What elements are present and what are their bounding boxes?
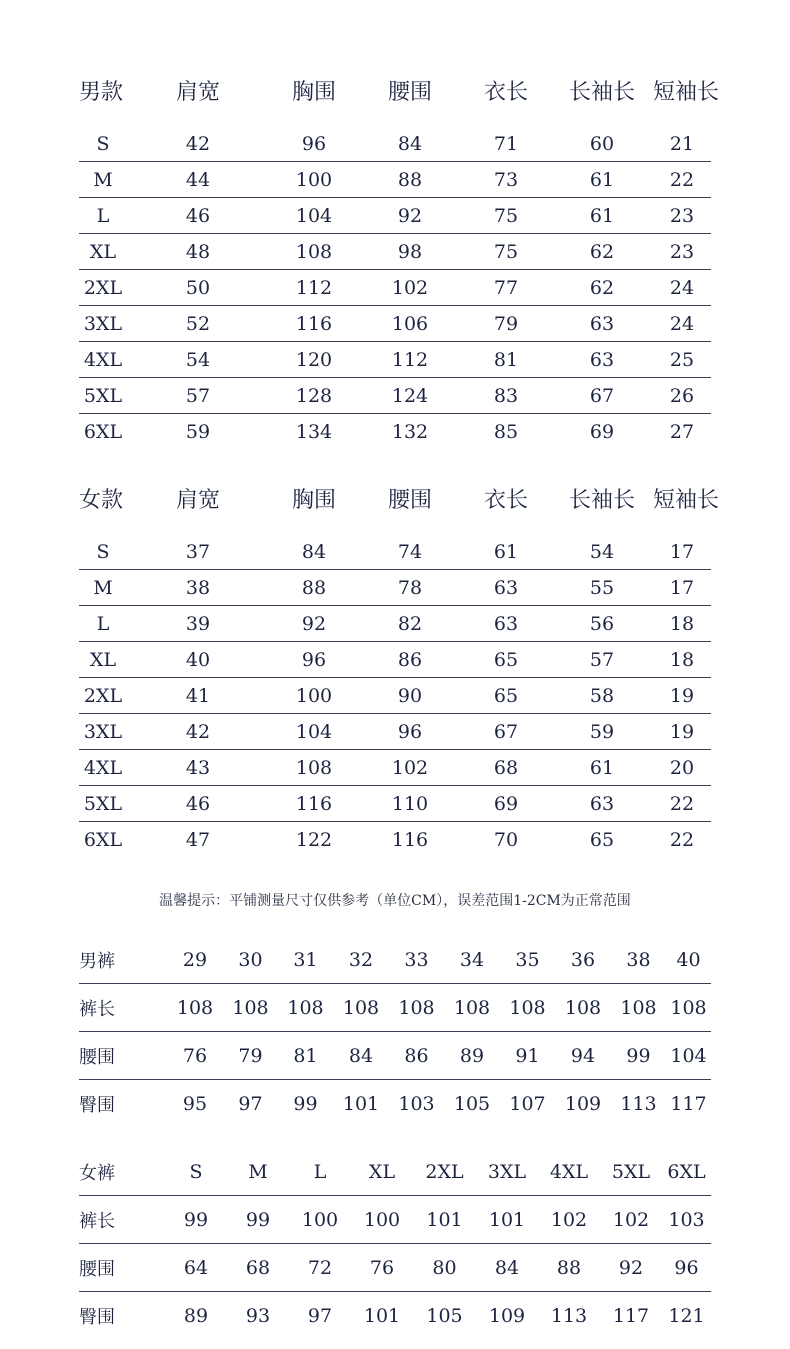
- table-row: [79, 1196, 711, 1244]
- value-cell: 100: [269, 162, 359, 198]
- value-cell: 78: [359, 570, 461, 606]
- row-label-cell: 2XL: [79, 678, 127, 714]
- value-cell: 80: [413, 1244, 476, 1292]
- value-cell: 89: [165, 1292, 227, 1340]
- value-cell: 102: [600, 1196, 662, 1244]
- table-spacer: [79, 522, 711, 534]
- value-cell: 65: [461, 678, 551, 714]
- value-cell: 102: [359, 750, 461, 786]
- value-cell: 90: [359, 678, 461, 714]
- header-cell: 腰围: [387, 79, 432, 105]
- value-cell: 73: [461, 162, 551, 198]
- header-cell: 短袖长: [653, 79, 720, 105]
- table-row: [79, 270, 711, 306]
- value-cell: 63: [551, 786, 653, 822]
- value-cell: 84: [301, 540, 327, 563]
- value-cell: 63: [461, 606, 551, 642]
- value-cell: 69: [551, 414, 653, 450]
- value-cell: 84: [476, 1244, 538, 1292]
- table-row: [79, 714, 711, 750]
- value-cell: 23: [653, 234, 711, 270]
- value-cell: 34: [459, 948, 485, 971]
- value-cell: 71: [493, 132, 519, 155]
- value-cell: 52: [127, 306, 269, 342]
- value-cell: 31: [293, 948, 318, 971]
- value-cell: 109: [476, 1292, 538, 1340]
- value-cell: 108: [333, 984, 389, 1032]
- row-label-cell: S: [96, 540, 110, 563]
- value-cell: 92: [269, 606, 359, 642]
- value-cell: 46: [127, 198, 269, 234]
- value-cell: 67: [551, 378, 653, 414]
- value-cell: 29: [182, 948, 208, 971]
- value-cell: 68: [227, 1244, 289, 1292]
- header-cell: 长袖长: [568, 79, 635, 105]
- value-cell: 108: [611, 984, 666, 1032]
- value-cell: 21: [669, 132, 695, 155]
- value-cell: 5XL: [611, 1160, 651, 1183]
- value-cell: 92: [600, 1244, 662, 1292]
- value-cell: 41: [127, 678, 269, 714]
- value-cell: 17: [653, 570, 711, 606]
- value-cell: 110: [359, 786, 461, 822]
- value-cell: 36: [570, 948, 596, 971]
- value-cell: 3XL: [487, 1160, 527, 1183]
- value-cell: 46: [127, 786, 269, 822]
- value-cell: 38: [127, 570, 269, 606]
- value-cell: 100: [269, 678, 359, 714]
- value-cell: 59: [551, 714, 653, 750]
- header-cell: 女款: [79, 487, 124, 513]
- value-cell: 93: [227, 1292, 289, 1340]
- value-cell: 97: [289, 1292, 351, 1340]
- value-cell: 117: [666, 1080, 711, 1128]
- value-cell: 42: [185, 132, 211, 155]
- value-cell: 84: [333, 1032, 389, 1080]
- row-label-cell: 2XL: [79, 270, 127, 306]
- value-cell: 43: [127, 750, 269, 786]
- table-row: [79, 378, 711, 414]
- value-cell: 102: [538, 1196, 600, 1244]
- header-cell: 腰围: [387, 487, 432, 513]
- value-cell: 30: [238, 948, 263, 971]
- value-cell: 108: [223, 984, 278, 1032]
- value-cell: 42: [127, 714, 269, 750]
- value-cell: 62: [551, 270, 653, 306]
- value-cell: 108: [389, 984, 444, 1032]
- table-row: [79, 162, 711, 198]
- value-cell: 57: [551, 642, 653, 678]
- header-cell: 胸围: [291, 487, 336, 513]
- row-label-cell: 女裤: [79, 1162, 115, 1184]
- value-cell: 32: [348, 948, 374, 971]
- women-pants-size-table: [79, 1148, 711, 1339]
- table-row: [79, 984, 711, 1032]
- value-cell: 23: [653, 198, 711, 234]
- table-row: [79, 750, 711, 786]
- value-cell: 94: [555, 1032, 611, 1080]
- table-row: [79, 822, 711, 858]
- value-cell: 132: [359, 414, 461, 450]
- row-label-cell: 男裤: [79, 950, 115, 972]
- header-cell: 衣长: [483, 79, 528, 105]
- value-cell: 88: [359, 162, 461, 198]
- men-top-size-table: [79, 66, 720, 449]
- value-cell: 116: [269, 306, 359, 342]
- value-cell: 22: [653, 786, 711, 822]
- table-header-row: [79, 474, 711, 522]
- table-row: [79, 342, 711, 378]
- row-label-cell: XL: [79, 234, 127, 270]
- row-label-cell: 腰围: [79, 1032, 167, 1080]
- table-header-row: [79, 66, 711, 114]
- value-cell: 108: [167, 984, 223, 1032]
- table-row: [79, 1148, 711, 1196]
- value-cell: 79: [223, 1032, 278, 1080]
- value-cell: 112: [269, 270, 359, 306]
- value-cell: 85: [461, 414, 551, 450]
- value-cell: 98: [359, 234, 461, 270]
- row-label-cell: 4XL: [79, 342, 127, 378]
- value-cell: 88: [538, 1244, 600, 1292]
- value-cell: 109: [555, 1080, 611, 1128]
- row-label-cell: 4XL: [79, 750, 127, 786]
- value-cell: 18: [653, 606, 711, 642]
- header-cell: 肩宽: [175, 79, 220, 105]
- value-cell: S: [189, 1160, 203, 1183]
- table-row: [79, 786, 711, 822]
- value-cell: 101: [351, 1292, 413, 1340]
- value-cell: 19: [653, 678, 711, 714]
- value-cell: 61: [551, 198, 653, 234]
- value-cell: 50: [127, 270, 269, 306]
- row-label-cell: 臀围: [79, 1080, 167, 1128]
- measurement-notice: 温馨提示：平铺测量尺寸仅供参考（单位CM），误差范围1-2CM为正常范围: [159, 893, 631, 909]
- value-cell: 35: [515, 948, 540, 971]
- value-cell: 74: [397, 540, 423, 563]
- value-cell: 104: [269, 198, 359, 234]
- value-cell: 38: [626, 948, 651, 971]
- value-cell: 61: [493, 540, 519, 563]
- header-cell: 男款: [79, 79, 124, 105]
- row-label-cell: 裤长: [79, 1196, 165, 1244]
- value-cell: 24: [653, 306, 711, 342]
- table-row: [79, 126, 711, 162]
- value-cell: 128: [269, 378, 359, 414]
- table-row: [79, 306, 711, 342]
- table-row: [79, 1080, 711, 1128]
- value-cell: 108: [269, 234, 359, 270]
- value-cell: 108: [269, 750, 359, 786]
- value-cell: 48: [127, 234, 269, 270]
- value-cell: 54: [127, 342, 269, 378]
- table-row: [79, 936, 711, 984]
- value-cell: 20: [653, 750, 711, 786]
- value-cell: 83: [461, 378, 551, 414]
- value-cell: 27: [653, 414, 711, 450]
- value-cell: 99: [165, 1196, 227, 1244]
- value-cell: 26: [653, 378, 711, 414]
- value-cell: 39: [127, 606, 269, 642]
- value-cell: M: [248, 1160, 268, 1183]
- value-cell: 101: [476, 1196, 538, 1244]
- value-cell: 107: [500, 1080, 555, 1128]
- value-cell: 104: [269, 714, 359, 750]
- table-row: [79, 642, 711, 678]
- value-cell: 82: [359, 606, 461, 642]
- value-cell: 101: [413, 1196, 476, 1244]
- value-cell: 25: [653, 342, 711, 378]
- value-cell: 63: [551, 342, 653, 378]
- value-cell: 96: [359, 714, 461, 750]
- value-cell: 101: [333, 1080, 389, 1128]
- value-cell: 108: [500, 984, 555, 1032]
- value-cell: 103: [662, 1196, 711, 1244]
- value-cell: 58: [551, 678, 653, 714]
- row-label-cell: 臀围: [79, 1292, 165, 1340]
- value-cell: 86: [359, 642, 461, 678]
- value-cell: 106: [359, 306, 461, 342]
- table-row: [79, 198, 711, 234]
- value-cell: 61: [551, 750, 653, 786]
- value-cell: 54: [589, 540, 615, 563]
- value-cell: 33: [404, 948, 429, 971]
- value-cell: 95: [167, 1080, 223, 1128]
- value-cell: 120: [269, 342, 359, 378]
- value-cell: 86: [389, 1032, 444, 1080]
- value-cell: 104: [666, 1032, 711, 1080]
- row-label-cell: 6XL: [79, 822, 127, 858]
- row-label-cell: 腰围: [79, 1244, 165, 1292]
- table-row: [79, 606, 711, 642]
- value-cell: 63: [551, 306, 653, 342]
- table-row: [79, 1292, 711, 1340]
- value-cell: 102: [359, 270, 461, 306]
- value-cell: 2XL: [425, 1160, 464, 1183]
- value-cell: 62: [551, 234, 653, 270]
- value-cell: 6XL: [667, 1160, 706, 1183]
- row-label-cell: S: [96, 132, 110, 155]
- value-cell: 88: [269, 570, 359, 606]
- value-cell: XL: [368, 1160, 396, 1183]
- row-label-cell: 5XL: [79, 378, 127, 414]
- value-cell: 99: [278, 1080, 333, 1128]
- value-cell: 57: [127, 378, 269, 414]
- value-cell: 63: [461, 570, 551, 606]
- value-cell: 75: [461, 198, 551, 234]
- table-row: [79, 1032, 711, 1080]
- value-cell: 89: [444, 1032, 500, 1080]
- value-cell: 105: [413, 1292, 476, 1340]
- value-cell: 99: [611, 1032, 666, 1080]
- row-label-cell: 6XL: [79, 414, 127, 450]
- value-cell: 61: [551, 162, 653, 198]
- value-cell: 72: [289, 1244, 351, 1292]
- value-cell: 108: [666, 984, 711, 1032]
- row-label-cell: 3XL: [79, 714, 127, 750]
- value-cell: 69: [461, 786, 551, 822]
- value-cell: 19: [653, 714, 711, 750]
- value-cell: 40: [127, 642, 269, 678]
- row-label-cell: L: [79, 198, 127, 234]
- row-label-cell: M: [79, 570, 127, 606]
- row-label-cell: L: [79, 606, 127, 642]
- table-row: [79, 570, 711, 606]
- value-cell: 116: [269, 786, 359, 822]
- value-cell: 76: [167, 1032, 223, 1080]
- value-cell: 76: [351, 1244, 413, 1292]
- value-cell: 47: [127, 822, 269, 858]
- header-cell: 短袖长: [653, 487, 720, 513]
- value-cell: 59: [127, 414, 269, 450]
- value-cell: 37: [185, 540, 211, 563]
- value-cell: 81: [278, 1032, 333, 1080]
- value-cell: 97: [223, 1080, 278, 1128]
- value-cell: 22: [653, 822, 711, 858]
- value-cell: 91: [500, 1032, 555, 1080]
- value-cell: 108: [555, 984, 611, 1032]
- value-cell: 18: [653, 642, 711, 678]
- value-cell: 113: [538, 1292, 600, 1340]
- row-label-cell: 5XL: [79, 786, 127, 822]
- value-cell: 92: [359, 198, 461, 234]
- value-cell: 65: [551, 822, 653, 858]
- value-cell: 134: [269, 414, 359, 450]
- value-cell: 84: [397, 132, 423, 155]
- value-cell: 24: [653, 270, 711, 306]
- women-top-size-table: [79, 474, 720, 857]
- header-cell: 衣长: [483, 487, 528, 513]
- value-cell: 96: [269, 642, 359, 678]
- row-label-cell: M: [79, 162, 127, 198]
- men-pants-size-table: [79, 936, 711, 1127]
- value-cell: 113: [611, 1080, 666, 1128]
- value-cell: 122: [269, 822, 359, 858]
- value-cell: 60: [589, 132, 615, 155]
- value-cell: 117: [600, 1292, 662, 1340]
- header-cell: 长袖长: [568, 487, 635, 513]
- row-label-cell: XL: [79, 642, 127, 678]
- value-cell: 55: [551, 570, 653, 606]
- value-cell: 40: [676, 948, 701, 971]
- value-cell: 100: [289, 1196, 351, 1244]
- value-cell: 112: [359, 342, 461, 378]
- table-row: [79, 234, 711, 270]
- value-cell: 67: [461, 714, 551, 750]
- table-spacer: [79, 114, 711, 126]
- value-cell: 103: [389, 1080, 444, 1128]
- value-cell: 79: [461, 306, 551, 342]
- value-cell: 77: [461, 270, 551, 306]
- value-cell: 17: [669, 540, 695, 563]
- table-row: [79, 1244, 711, 1292]
- value-cell: 96: [662, 1244, 711, 1292]
- value-cell: 105: [444, 1080, 500, 1128]
- value-cell: 4XL: [549, 1160, 589, 1183]
- value-cell: L: [313, 1160, 327, 1183]
- table-row: [79, 534, 711, 570]
- value-cell: 81: [461, 342, 551, 378]
- value-cell: 108: [444, 984, 500, 1032]
- value-cell: 96: [301, 132, 327, 155]
- header-cell: 肩宽: [175, 487, 220, 513]
- value-cell: 70: [461, 822, 551, 858]
- value-cell: 64: [165, 1244, 227, 1292]
- value-cell: 22: [653, 162, 711, 198]
- value-cell: 68: [461, 750, 551, 786]
- table-row: [79, 678, 711, 714]
- value-cell: 116: [359, 822, 461, 858]
- table-row: [79, 414, 711, 450]
- value-cell: 56: [551, 606, 653, 642]
- value-cell: 65: [461, 642, 551, 678]
- value-cell: 108: [278, 984, 333, 1032]
- row-label-cell: 3XL: [79, 306, 127, 342]
- value-cell: 44: [127, 162, 269, 198]
- value-cell: 121: [662, 1292, 711, 1340]
- value-cell: 75: [461, 234, 551, 270]
- header-cell: 胸围: [291, 79, 336, 105]
- row-label-cell: 裤长: [79, 984, 167, 1032]
- value-cell: 99: [227, 1196, 289, 1244]
- value-cell: 124: [359, 378, 461, 414]
- value-cell: 100: [351, 1196, 413, 1244]
